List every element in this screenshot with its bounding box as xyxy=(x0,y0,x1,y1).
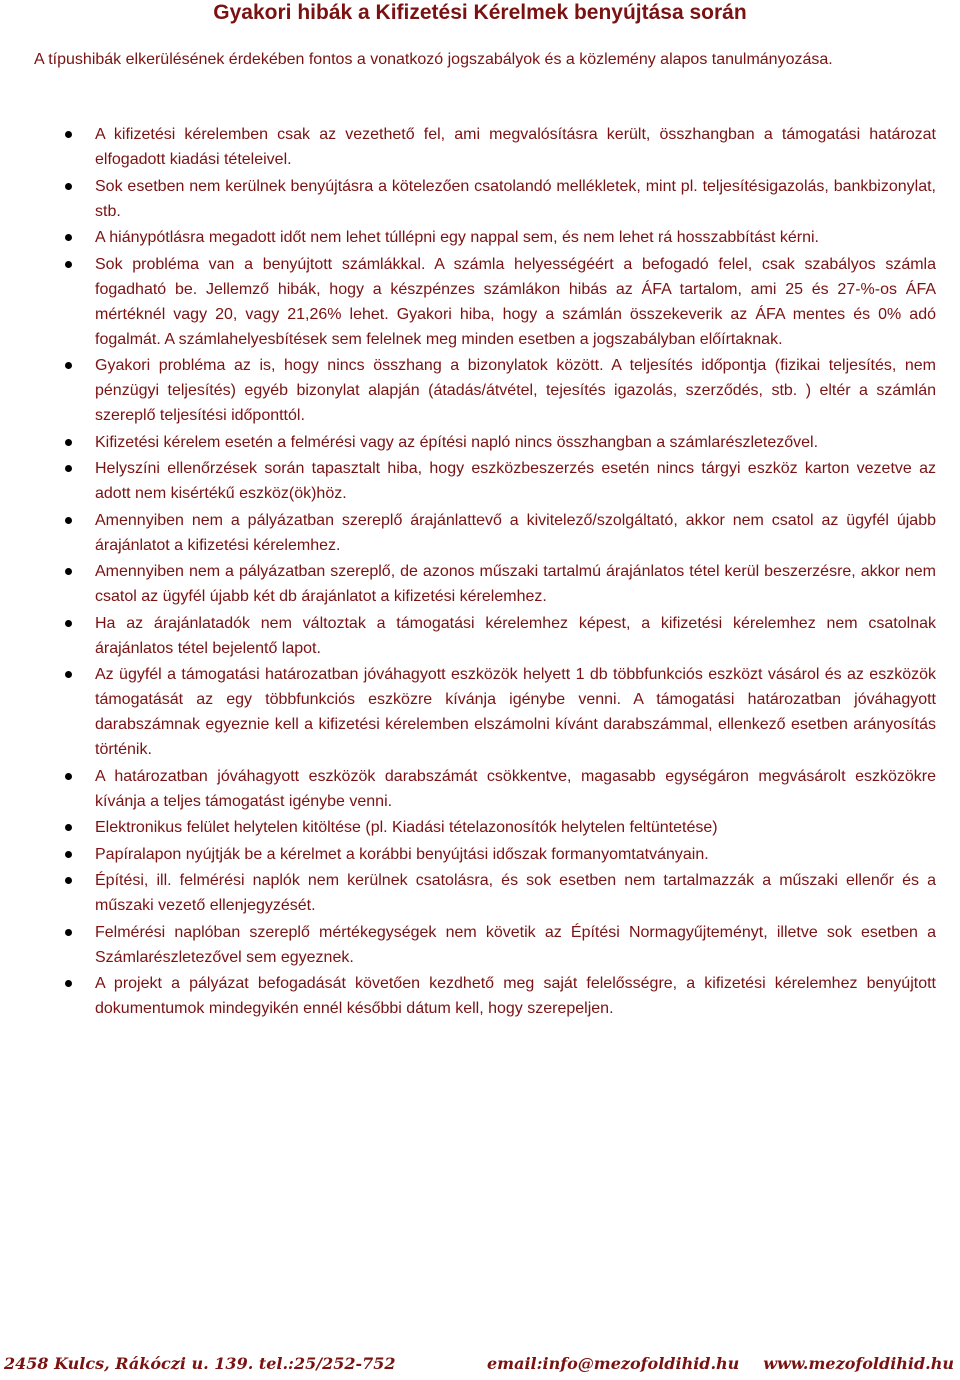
list-item-text: Elektronikus felület helytelen kitöltése (pl. Kiadási tételazonosítók helytelen feltüntetése) xyxy=(95,819,718,836)
list-item-text: Ha az árajánlatadók nem változtak a támogatási kérelemhez képest, a kifizetési kérelemhez nem csatolnak árajánlatos tétel bejelentő lapot. xyxy=(95,614,936,657)
bullet-dot-icon xyxy=(65,465,72,472)
list-item-text: Sok esetben nem kerülnek benyújtásra a kötelezően csatolandó mellékletek, mint pl. teljesítésigazolás, bankbizonylat, stb. xyxy=(95,177,936,220)
list-item-text: Helyszíni ellenőrzések során tapasztalt hiba, hogy eszközbeszerzés esetén nincs tárgyi eszköz karton vezetve az adott nem kisértékű eszköz(ök)höz. xyxy=(95,460,936,502)
bullet-dot-icon xyxy=(65,439,72,446)
list-item xyxy=(0,252,960,352)
list-item-text: Az ügyfél a támogatási határozatban jóváhagyott eszközök helyett 1 db többfunkciós eszközt vásárol és az eszközök támogatását az egy többfunkciós eszközre kívánja igénybe venni. A támogatási határozatban jóváhagyott darabszámnak egyeznie kell a kifizetési kérelemben elszámolni kívánt darabszámmal, ellenkező esetben arányosítás történik. xyxy=(95,666,936,758)
footer-website: www.mezofoldihid.hu xyxy=(763,1354,954,1373)
list-item-text: A projekt a pályázat befogadását követően kezdhető meg saját felelősségre, a kifizetési kérelemhez benyújtott dokumentumok mindegyikén ennél későbbi dátum kell, hogy szerepeljen. xyxy=(95,975,936,1017)
list-item-text: A határozatban jóváhagyott eszközök darabszámát csökkentve, magasabb egységáron megvásárolt eszközökre kívánja a teljes támogatást igénybe venni. xyxy=(95,767,936,810)
intro-paragraph: A típushibák elkerülésének érdekében fontos a vonatkozó jogszabályok és a közlemény alapos tanulmányozása. xyxy=(34,51,833,68)
bullet-dot-icon xyxy=(65,183,72,190)
bullet-dot-icon xyxy=(65,261,72,268)
list-item-text: Amennyiben nem a pályázatban szereplő, de azonos műszaki tartalmú árajánlatos tétel kerül beszerzésre, akkor nem csatol az ügyfél újabb két db árajánlatot a kifizetési kérelemhez. xyxy=(95,563,936,605)
list-item xyxy=(0,353,960,428)
list-item xyxy=(0,842,960,867)
bullet-dot-icon xyxy=(65,980,72,987)
list-item xyxy=(0,868,960,918)
list-item-text: Kifizetési kérelem esetén a felmérési vagy az építési napló nincs összhangban a számlarészletezővel. xyxy=(95,433,819,451)
bullet-dot-icon xyxy=(65,929,72,936)
bullet-dot-icon xyxy=(65,877,72,884)
list-item-text: Építési, ill. felmérési naplók nem kerülnek csatolásra, és sok esetben nem tartalmazzák a műszaki ellenőr és a műszaki vezető ellenjegyzését. xyxy=(95,872,936,914)
bullet-dot-icon xyxy=(65,362,72,369)
list-item-text: Gyakori probléma az is, hogy nincs összhang a bizonylatok között. A teljesítés időpontja (fizikai teljesítés, nem pénzügyi teljesítés) egyéb bizonylat alapján (átadás/átvétel, tejesítés igazolás, szerződés, stb. ) eltér a számlán szereplő teljesítési időponttól. xyxy=(95,357,936,424)
list-item-text: A hiánypótlásra megadott időt nem lehet túllépni egy nappal sem, és nem lehet rá hosszabbítást kérni. xyxy=(95,229,819,246)
bullet-dot-icon xyxy=(65,517,72,524)
footer-email: email:info@mezofoldihid.hu xyxy=(487,1354,740,1373)
list-item xyxy=(0,815,960,840)
bullet-dot-icon xyxy=(65,671,72,678)
bullet-dot-icon xyxy=(65,824,72,831)
bullet-dot-icon xyxy=(65,131,72,138)
list-item xyxy=(0,225,960,250)
list-item xyxy=(0,662,960,762)
list-item-text: Sok probléma van a benyújtott számlákkal. A számla helyességéért a befogadó felel, csak szabályos számla fogadható be. Jellemző hibák, hogy a készpénzes számlákon hibás az ÁFA tartalom, ami 25 és 27-%-os ÁFA mértéknél vagy 20, vagy 21,26% lehet. Gyakori hiba, hogy a számlán összekeverik az ÁFA mentes és 0% adó fogalmát. A számlahelyesbítések sem felelnek meg minden esetben a jogszabályban előírtaknak. xyxy=(95,255,936,348)
list-item xyxy=(0,430,960,455)
footer-address: 2458 Kulcs, Rákóczi u. 139. tel.:25/252-752 xyxy=(4,1354,396,1373)
list-item-text: A kifizetési kérelemben csak az vezethető fel, ami megvalósításra került, összhangban a támogatási határozat elfogadott kiadási tételeivel. xyxy=(95,126,936,168)
list-item xyxy=(0,920,960,970)
bullet-dot-icon xyxy=(65,620,72,627)
bullet-dot-icon xyxy=(65,568,72,575)
page-title: Gyakori hibák a Kifizetési Kérelmek benyújtása során xyxy=(213,1,747,24)
list-item xyxy=(0,559,960,609)
list-item xyxy=(0,971,960,1021)
list-item-text: Papíralapon nyújtják be a kérelmet a korábbi benyújtási időszak formanyomtatványain. xyxy=(95,845,709,863)
list-item xyxy=(0,122,960,172)
list-item xyxy=(0,764,960,814)
bullet-dot-icon xyxy=(65,773,72,780)
list-item xyxy=(0,611,960,661)
bullet-dot-icon xyxy=(65,234,72,241)
list-item xyxy=(0,174,960,224)
list-item xyxy=(0,456,960,506)
list-item-text: Felmérési naplóban szereplő mértékegységek nem követik az Építési Normagyűjteményt, illetve sok esetben a Számlarészletezővel sem egyeznek. xyxy=(95,923,936,966)
list-item-text: Amennyiben nem a pályázatban szereplő árajánlattevő a kivitelező/szolgáltató, akkor nem csatol az ügyfél újabb árajánlatot a kifizetési kérelemhez. xyxy=(95,511,936,554)
page-footer xyxy=(0,1352,960,1378)
bullet-list xyxy=(0,122,960,1023)
list-item xyxy=(0,508,960,558)
bullet-dot-icon xyxy=(65,851,72,858)
